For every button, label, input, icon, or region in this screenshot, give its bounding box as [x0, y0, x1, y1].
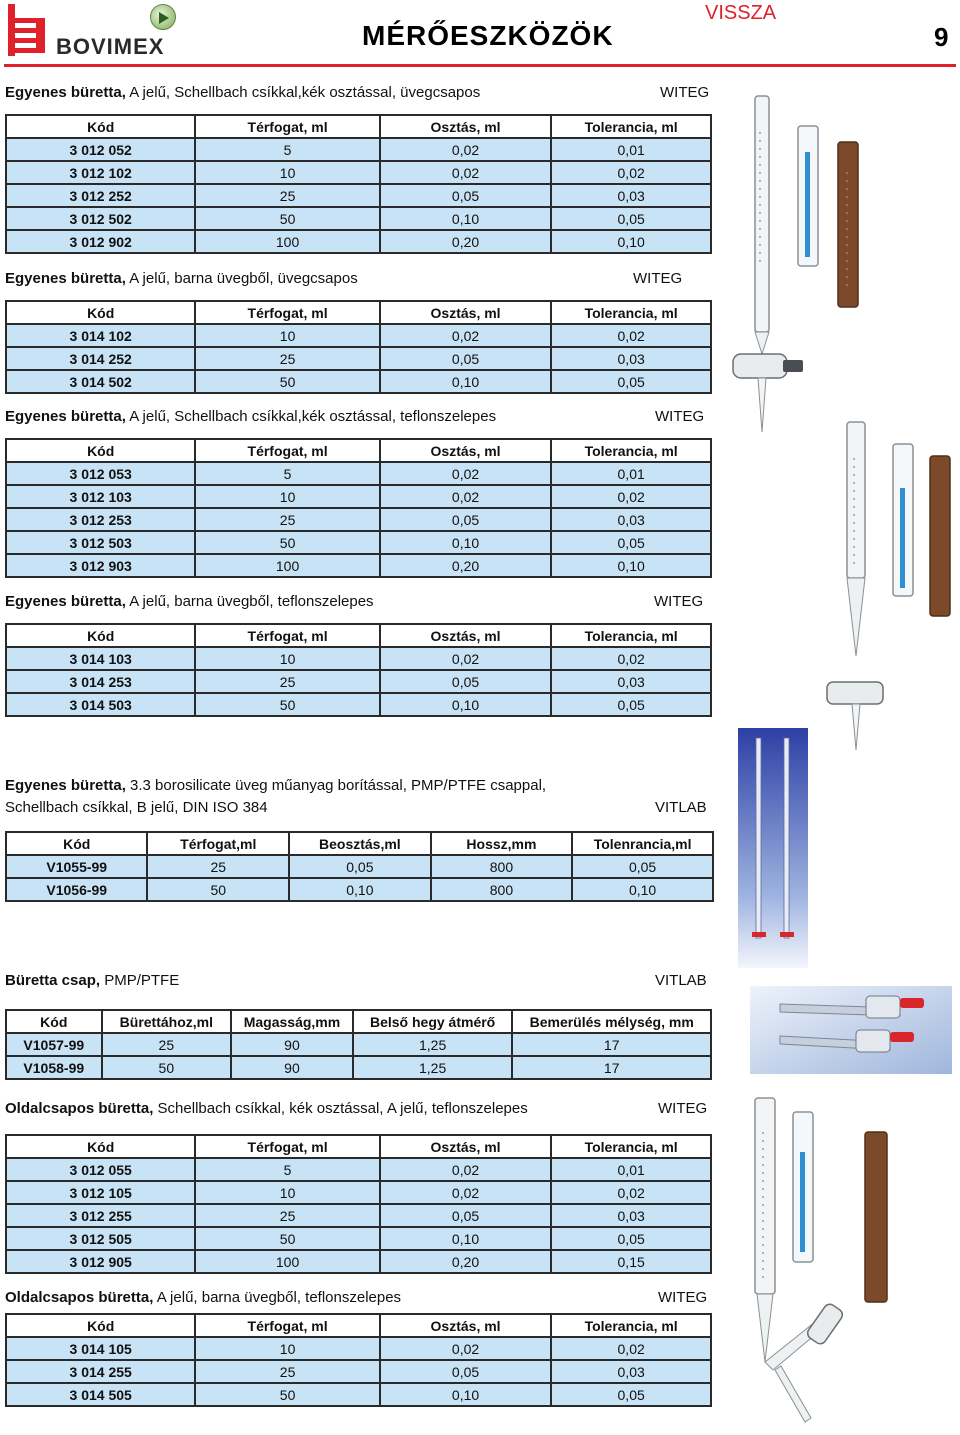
column-header: Kód — [6, 439, 195, 462]
table-cell: 90 — [231, 1033, 353, 1056]
table-cell: 0,03 — [551, 1360, 711, 1383]
table-cell: 90 — [231, 1056, 353, 1079]
brand-label: WITEG — [658, 1100, 708, 1117]
table-cell: 25 — [195, 508, 379, 531]
table-cell: 25 — [195, 1360, 379, 1383]
table-header-row — [6, 301, 711, 324]
table-row — [6, 1181, 711, 1204]
table-row — [6, 1250, 711, 1273]
section-title-line2: Schellbach csíkkal, B jelű, DIN ISO 384 — [5, 799, 268, 816]
table-row — [6, 161, 711, 184]
table-row — [6, 230, 711, 253]
table-cell: 0,02 — [380, 1181, 551, 1204]
product-code-cell: V1058-99 — [6, 1056, 102, 1079]
product-code-cell: 3 012 053 — [6, 462, 195, 485]
table-cell: 17 — [512, 1033, 711, 1056]
table-cell: 10 — [195, 1181, 379, 1204]
product-code-cell: 3 012 255 — [6, 1204, 195, 1227]
table-row — [6, 1383, 711, 1406]
column-header: Tolerancia, ml — [551, 439, 711, 462]
section-title: Egyenes büretta, A jelű, Schellbach csíkkal,kék osztással, teflonszelepes — [5, 408, 497, 425]
table-cell: 25 — [147, 855, 289, 878]
product-code-cell: 3 012 252 — [6, 184, 195, 207]
section-title: Büretta csap, PMP/PTFE — [5, 972, 180, 989]
table-cell: 25 — [195, 1204, 379, 1227]
table-cell: 5 — [195, 1158, 379, 1181]
table-cell: 0,02 — [380, 324, 551, 347]
table-cell: 0,05 — [380, 347, 551, 370]
back-link[interactable]: VISSZA — [705, 2, 777, 24]
table-cell: 0,02 — [380, 647, 551, 670]
table-cell: 0,02 — [380, 462, 551, 485]
product-table — [5, 831, 714, 902]
table-row — [6, 1204, 711, 1227]
table-cell: 0,10 — [380, 693, 551, 716]
vitlab-burette-image — [738, 728, 808, 968]
table-cell: 0,20 — [380, 1250, 551, 1273]
table-row — [6, 670, 711, 693]
table-cell: 5 — [195, 138, 379, 161]
table-cell: 0,05 — [551, 370, 711, 393]
column-header: Térfogat, ml — [195, 1135, 379, 1158]
table-header-row — [6, 439, 711, 462]
column-header: Tolerancia, ml — [551, 624, 711, 647]
product-code-cell: 3 012 902 — [6, 230, 195, 253]
product-code-cell: 3 012 502 — [6, 207, 195, 230]
product-code-cell: 3 012 102 — [6, 161, 195, 184]
table-row — [6, 554, 711, 577]
product-code-cell: 3 014 105 — [6, 1337, 195, 1360]
product-table — [5, 1009, 712, 1080]
logo-text: BOVIMEX — [56, 34, 165, 59]
table-cell: 1,25 — [353, 1056, 513, 1079]
product-code-cell: 3 012 103 — [6, 485, 195, 508]
table-header-row — [6, 832, 713, 855]
table-cell: 100 — [195, 230, 379, 253]
product-code-cell: 3 012 905 — [6, 1250, 195, 1273]
bovimex-logo — [4, 2, 184, 60]
product-code-cell: 3 012 055 — [6, 1158, 195, 1181]
table-cell: 0,02 — [380, 1158, 551, 1181]
table-row — [6, 1056, 711, 1079]
product-code-cell: 3 014 102 — [6, 324, 195, 347]
table-header-row — [6, 1314, 711, 1337]
column-header: Kód — [6, 1135, 195, 1158]
header-divider — [4, 64, 956, 67]
column-header: Térfogat,ml — [147, 832, 289, 855]
play-badge-icon — [150, 4, 176, 30]
product-code-cell: 3 012 505 — [6, 1227, 195, 1250]
table-cell: 50 — [195, 1383, 379, 1406]
section-title: Egyenes büretta, 3.3 borosilicate üveg műanyag borítással, PMP/PTFE csappal, — [5, 777, 547, 794]
brand-label: WITEG — [658, 1289, 708, 1306]
product-table — [5, 623, 712, 717]
column-header: Osztás, ml — [380, 1314, 551, 1337]
table-cell: 100 — [195, 554, 379, 577]
table-cell: 50 — [147, 878, 289, 901]
section-title: Egyenes büretta, A jelű, Schellbach csíkkal,kék osztással, üvegcsapos — [5, 84, 481, 101]
column-header: Térfogat, ml — [195, 1314, 379, 1337]
table-cell: 0,05 — [551, 207, 711, 230]
product-code-cell: V1057-99 — [6, 1033, 102, 1056]
table-cell: 0,03 — [551, 347, 711, 370]
table-row — [6, 347, 711, 370]
column-header: Térfogat, ml — [195, 439, 379, 462]
table-cell: 10 — [195, 161, 379, 184]
table-cell: 0,02 — [551, 1181, 711, 1204]
table-cell: 50 — [195, 207, 379, 230]
table-header-row — [6, 115, 711, 138]
table-cell: 0,01 — [551, 138, 711, 161]
product-code-cell: 3 014 503 — [6, 693, 195, 716]
brand-label: WITEG — [633, 270, 683, 287]
table-row — [6, 647, 711, 670]
product-table — [5, 114, 712, 254]
table-cell: 50 — [102, 1056, 232, 1079]
table-cell: 0,10 — [551, 554, 711, 577]
table-cell: 10 — [195, 485, 379, 508]
section-title: Oldalcsapos büretta, Schellbach csíkkal, kék osztással, A jelű, teflonszelepes — [5, 1100, 528, 1117]
table-cell: 5 — [195, 462, 379, 485]
table-cell: 0,02 — [551, 161, 711, 184]
table-cell: 0,01 — [551, 1158, 711, 1181]
table-cell: 50 — [195, 531, 379, 554]
table-cell: 1,25 — [353, 1033, 513, 1056]
product-code-cell: 3 014 255 — [6, 1360, 195, 1383]
column-header: Osztás, ml — [380, 439, 551, 462]
column-header: Bürettához,ml — [102, 1010, 232, 1033]
column-header: Bemerülés mélység, mm — [512, 1010, 711, 1033]
table-row — [6, 370, 711, 393]
table-cell: 0,05 — [380, 670, 551, 693]
table-cell: 0,05 — [380, 1360, 551, 1383]
table-cell: 0,15 — [551, 1250, 711, 1273]
table-cell: 10 — [195, 647, 379, 670]
table-cell: 25 — [195, 347, 379, 370]
table-cell: 0,10 — [572, 878, 713, 901]
table-header-row — [6, 1010, 711, 1033]
table-cell: 800 — [431, 855, 573, 878]
table-cell: 0,05 — [380, 1204, 551, 1227]
product-table — [5, 300, 712, 394]
column-header: Beosztás,ml — [289, 832, 431, 855]
column-header: Tolerancia, ml — [551, 301, 711, 324]
table-cell: 0,05 — [551, 531, 711, 554]
column-header: Osztás, ml — [380, 624, 551, 647]
table-cell: 0,05 — [380, 184, 551, 207]
product-table — [5, 438, 712, 578]
table-cell: 0,03 — [551, 508, 711, 531]
table-cell: 50 — [195, 1227, 379, 1250]
table-cell: 17 — [512, 1056, 711, 1079]
table-cell: 25 — [195, 670, 379, 693]
column-header: Térfogat, ml — [195, 624, 379, 647]
product-table — [5, 1134, 712, 1274]
column-header: Tolerancia, ml — [551, 1135, 711, 1158]
table-cell: 0,20 — [380, 554, 551, 577]
table-cell: 0,10 — [380, 1383, 551, 1406]
table-row — [6, 1337, 711, 1360]
column-header: Hossz,mm — [431, 832, 573, 855]
product-code-cell: 3 014 253 — [6, 670, 195, 693]
table-row — [6, 1158, 711, 1181]
column-header: Magasság,mm — [231, 1010, 353, 1033]
table-cell: 50 — [195, 370, 379, 393]
product-code-cell: 3 012 503 — [6, 531, 195, 554]
bovimex-logo-mark — [8, 4, 48, 56]
table-cell: 25 — [102, 1033, 232, 1056]
brand-label: WITEG — [654, 593, 704, 610]
product-code-cell: 3 012 903 — [6, 554, 195, 577]
column-header: Tolerancia, ml — [551, 1314, 711, 1337]
column-header: Kód — [6, 115, 195, 138]
brand-label: VITLAB — [655, 799, 707, 816]
table-row — [6, 485, 711, 508]
table-header-row — [6, 624, 711, 647]
section-title: Egyenes büretta, A jelű, barna üvegből, üvegcsapos — [5, 270, 358, 287]
table-row — [6, 138, 711, 161]
brand-label: WITEG — [660, 84, 710, 101]
table-cell: 0,10 — [551, 230, 711, 253]
table-row — [6, 462, 711, 485]
table-row — [6, 508, 711, 531]
product-code-cell: 3 014 252 — [6, 347, 195, 370]
table-cell: 0,03 — [551, 1204, 711, 1227]
table-cell: 50 — [195, 693, 379, 716]
column-header: Tolerancia, ml — [551, 115, 711, 138]
table-cell: 0,05 — [289, 855, 431, 878]
brand-label: WITEG — [655, 408, 705, 425]
column-header: Osztás, ml — [380, 301, 551, 324]
table-cell: 0,03 — [551, 670, 711, 693]
table-row — [6, 693, 711, 716]
table-cell: 10 — [195, 324, 379, 347]
table-cell: 0,10 — [380, 207, 551, 230]
vitlab-stopcock-image — [750, 986, 952, 1074]
table-cell: 0,05 — [551, 1383, 711, 1406]
table-cell: 10 — [195, 1337, 379, 1360]
table-row — [6, 207, 711, 230]
product-table — [5, 1313, 712, 1407]
burette-ptfe-valve-image — [805, 418, 960, 758]
table-row — [6, 324, 711, 347]
page-title: MÉRŐESZKÖZÖK — [362, 20, 614, 51]
product-code-cell: V1055-99 — [6, 855, 147, 878]
product-code-cell: 3 012 052 — [6, 138, 195, 161]
table-cell: 0,03 — [551, 184, 711, 207]
table-row — [6, 1227, 711, 1250]
table-cell: 25 — [195, 184, 379, 207]
column-header: Kód — [6, 1314, 195, 1337]
table-cell: 0,02 — [551, 485, 711, 508]
table-cell: 0,02 — [551, 1337, 711, 1360]
product-code-cell: 3 012 105 — [6, 1181, 195, 1204]
product-code-cell: 3 014 502 — [6, 370, 195, 393]
page-number: 9 — [934, 22, 949, 52]
table-row — [6, 878, 713, 901]
table-cell: 0,05 — [380, 508, 551, 531]
section-title: Oldalcsapos büretta, A jelű, barna üvegből, teflonszelepes — [5, 1289, 402, 1306]
table-cell: 0,02 — [380, 485, 551, 508]
brand-label: VITLAB — [655, 972, 707, 989]
table-cell: 0,02 — [551, 324, 711, 347]
column-header: Térfogat, ml — [195, 115, 379, 138]
table-cell: 0,02 — [380, 161, 551, 184]
column-header: Kód — [6, 624, 195, 647]
table-cell: 0,10 — [289, 878, 431, 901]
table-cell: 0,02 — [551, 647, 711, 670]
column-header: Kód — [6, 1010, 102, 1033]
product-code-cell: V1056-99 — [6, 878, 147, 901]
column-header: Kód — [6, 832, 147, 855]
table-cell: 0,20 — [380, 230, 551, 253]
column-header: Kód — [6, 301, 195, 324]
burette-glass-stopcock-image — [725, 92, 895, 442]
table-row — [6, 855, 713, 878]
column-header: Osztás, ml — [380, 115, 551, 138]
column-header: Osztás, ml — [380, 1135, 551, 1158]
table-cell: 0,02 — [380, 138, 551, 161]
table-cell: 0,05 — [572, 855, 713, 878]
product-code-cell: 3 014 103 — [6, 647, 195, 670]
column-header: Tolenrancia,ml — [572, 832, 713, 855]
product-code-cell: 3 012 253 — [6, 508, 195, 531]
table-cell: 0,10 — [380, 1227, 551, 1250]
side-stopcock-burette-image — [745, 1092, 905, 1432]
table-cell: 800 — [431, 878, 573, 901]
table-row — [6, 184, 711, 207]
table-row — [6, 1033, 711, 1056]
table-cell: 100 — [195, 1250, 379, 1273]
table-cell: 0,05 — [551, 1227, 711, 1250]
table-header-row — [6, 1135, 711, 1158]
table-row — [6, 1360, 711, 1383]
table-cell: 0,10 — [380, 370, 551, 393]
product-code-cell: 3 014 505 — [6, 1383, 195, 1406]
table-cell: 0,10 — [380, 531, 551, 554]
table-cell: 0,05 — [551, 693, 711, 716]
section-title: Egyenes büretta, A jelű, barna üvegből, teflonszelepes — [5, 593, 374, 610]
column-header: Térfogat, ml — [195, 301, 379, 324]
table-cell: 0,02 — [380, 1337, 551, 1360]
table-cell: 0,01 — [551, 462, 711, 485]
column-header: Belső hegy átmérő — [353, 1010, 513, 1033]
table-row — [6, 531, 711, 554]
